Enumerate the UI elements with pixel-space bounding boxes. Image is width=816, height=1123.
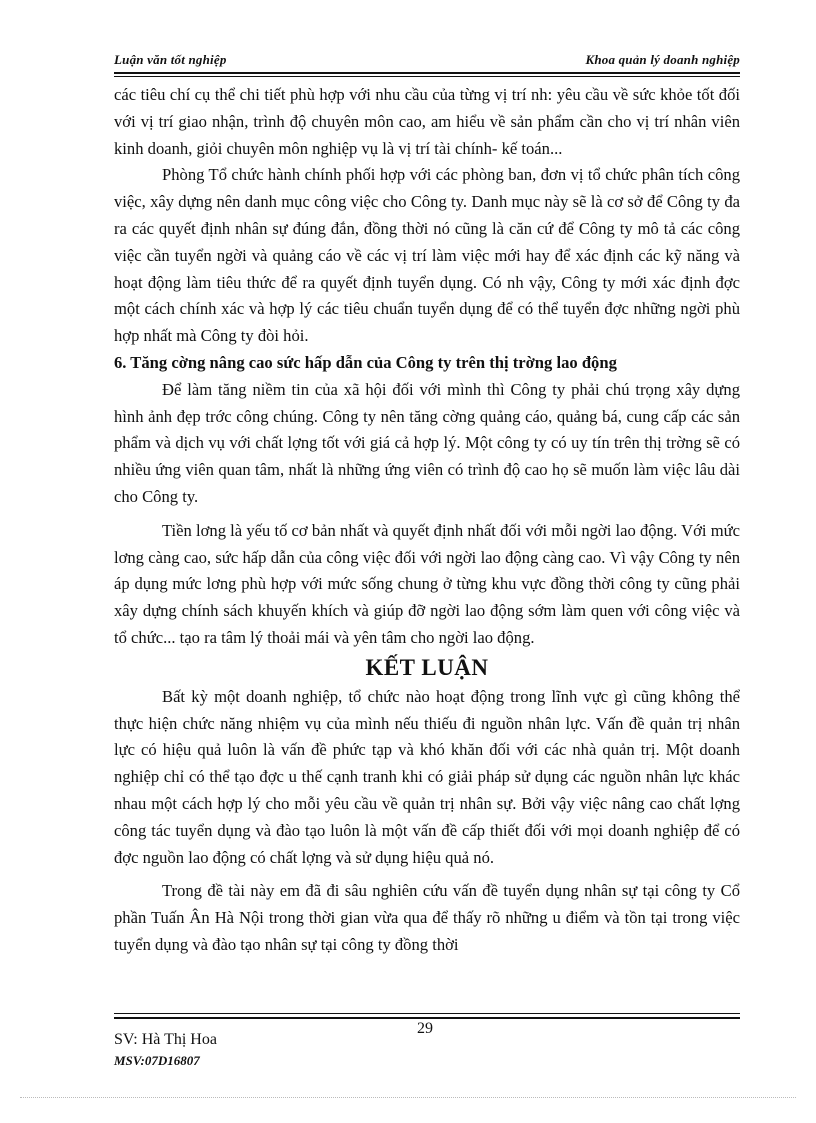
page-edge-divider xyxy=(20,1097,796,1098)
header-rule xyxy=(114,72,740,74)
paragraph-conclusion-1: Bất kỳ một doanh nghiệp, tổ chức nào hoạt động trong lĩnh vực gì cũng không thể thực hiện chức năng nhiệm vụ của mình nếu thiếu đi nguồn nhân lực. Vấn đề quản trị nhân lực có hiệu quả luôn là vấn đề phức tạp và khó khăn đối với các nhà quản trị. Một doanh nghiệp chỉ có thể tạo đợc u thế cạnh tranh khi có giải pháp sử dụng các nguồn nhân lực khác nhau một cách hợp lý cho mỗi yêu cầu về quản trị nhân sự. Bởi vậy việc nâng cao chất lợng công tác tuyển dụng và đào tạo luôn là một vấn đề cấp thiết đối với mọi doanh nghiệp để có đợc nguồn lao động có chất lợng và sử dụng hiệu quả nó. xyxy=(114,686,740,867)
section-heading-6: 6. Tăng cờng nâng cao sức hấp dẫn của Công ty trên thị trờng lao động xyxy=(114,352,617,372)
paragraph-job-analysis: Phòng Tổ chức hành chính phối hợp với các phòng ban, đơn vị tổ chức phân tích công việc, xây dựng nên danh mục công việc cho Công ty. Danh mục này sẽ là cơ sở để Công ty đa ra các quyết định nhân sự đúng đắn, đồng thời nó cũng là căn cứ để Công ty mô tả các công việc cần tuyển ngời và quảng cáo về các vị trí làm việc mới hay để xác định các kỹ năng và hoạt động làm tiêu thức để ra quyết định tuyển dụng. Có nh vậy, Công ty mới xác định đợc một cách chính xác và hợp lý các tiêu chuẩn tuyển dụng để có thể tuyển đợc những ngời phù hợp nhất mà Công ty đòi hỏi. xyxy=(114,165,740,346)
header-faculty-label: Khoa quản lý doanh nghiệp xyxy=(585,52,740,67)
page-body xyxy=(114,82,740,959)
paragraph-continuation: các tiêu chí cụ thể chi tiết phù hợp với nhu cầu của từng vị trí nh: yêu cầu về sức khỏe tốt đối với vị trí giao nhận, trình độ chuyên môn cao, am hiểu về sản phẩm cần cho vị trí nhân viên kinh doanh, giỏi chuyên môn nghiệp vụ là vị trí tài chính- kế toán... xyxy=(114,85,740,158)
conclusion-title: KẾT LUẬN xyxy=(365,654,489,680)
footer-rule xyxy=(114,1017,740,1019)
paragraph-conclusion-2: Trong đề tài này em đã đi sâu nghiên cứu vấn đề tuyển dụng nhân sự tại công ty Cổ phần Tuấn Ân Hà Nội trong thời gian vừa qua để thấy rõ những u điểm và tồn tại trong việc tuyển dụng và đào tạo nhân sự tại công ty đồng thời xyxy=(114,881,740,954)
page-number: 29 xyxy=(417,1020,433,1037)
paragraph-salary: Tiền lơng là yếu tố cơ bản nhất và quyết định nhất đối với mỗi ngời lao động. Với mức lơng càng cao, sức hấp dẫn của công việc đối với ngời lao động càng cao. Vì vậy Công ty nên áp dụng mức lơng phù hợp với mức sống chung ở từng khu vực đồng thời công ty cũng phải xây dựng chính sách khuyến khích và giúp đỡ ngời lao động sớm làm quen với công việc và tổ chức... tạo ra tâm lý thoải mái và yên tâm cho ngời lao động. xyxy=(114,520,740,647)
paragraph-company-image: Để làm tăng niềm tin của xã hội đối với mình thì Công ty phải chú trọng xây dựng hình ảnh đẹp trớc công chúng. Công ty nên tăng cờng quảng cáo, quảng bá, cung cấp các sản phẩm và dịch vụ với chất lợng tốt với giá cả hợp lý. Một công ty có uy tín trên thị trờng sẽ có nhiều ứng viên quan tâm, nhất là những ứng viên có trình độ cao họ sẽ muốn làm việc lâu dài cho Công ty. xyxy=(114,379,740,506)
footer-student-name: SV: Hà Thị Hoa xyxy=(114,1031,217,1048)
header-thesis-label: Luận văn tốt nghiệp xyxy=(114,52,227,67)
header-rule-thin xyxy=(114,76,740,77)
footer-student-id: MSV:07D16807 xyxy=(114,1053,200,1068)
page-header xyxy=(114,50,740,72)
footer-rule-thin xyxy=(114,1013,740,1014)
